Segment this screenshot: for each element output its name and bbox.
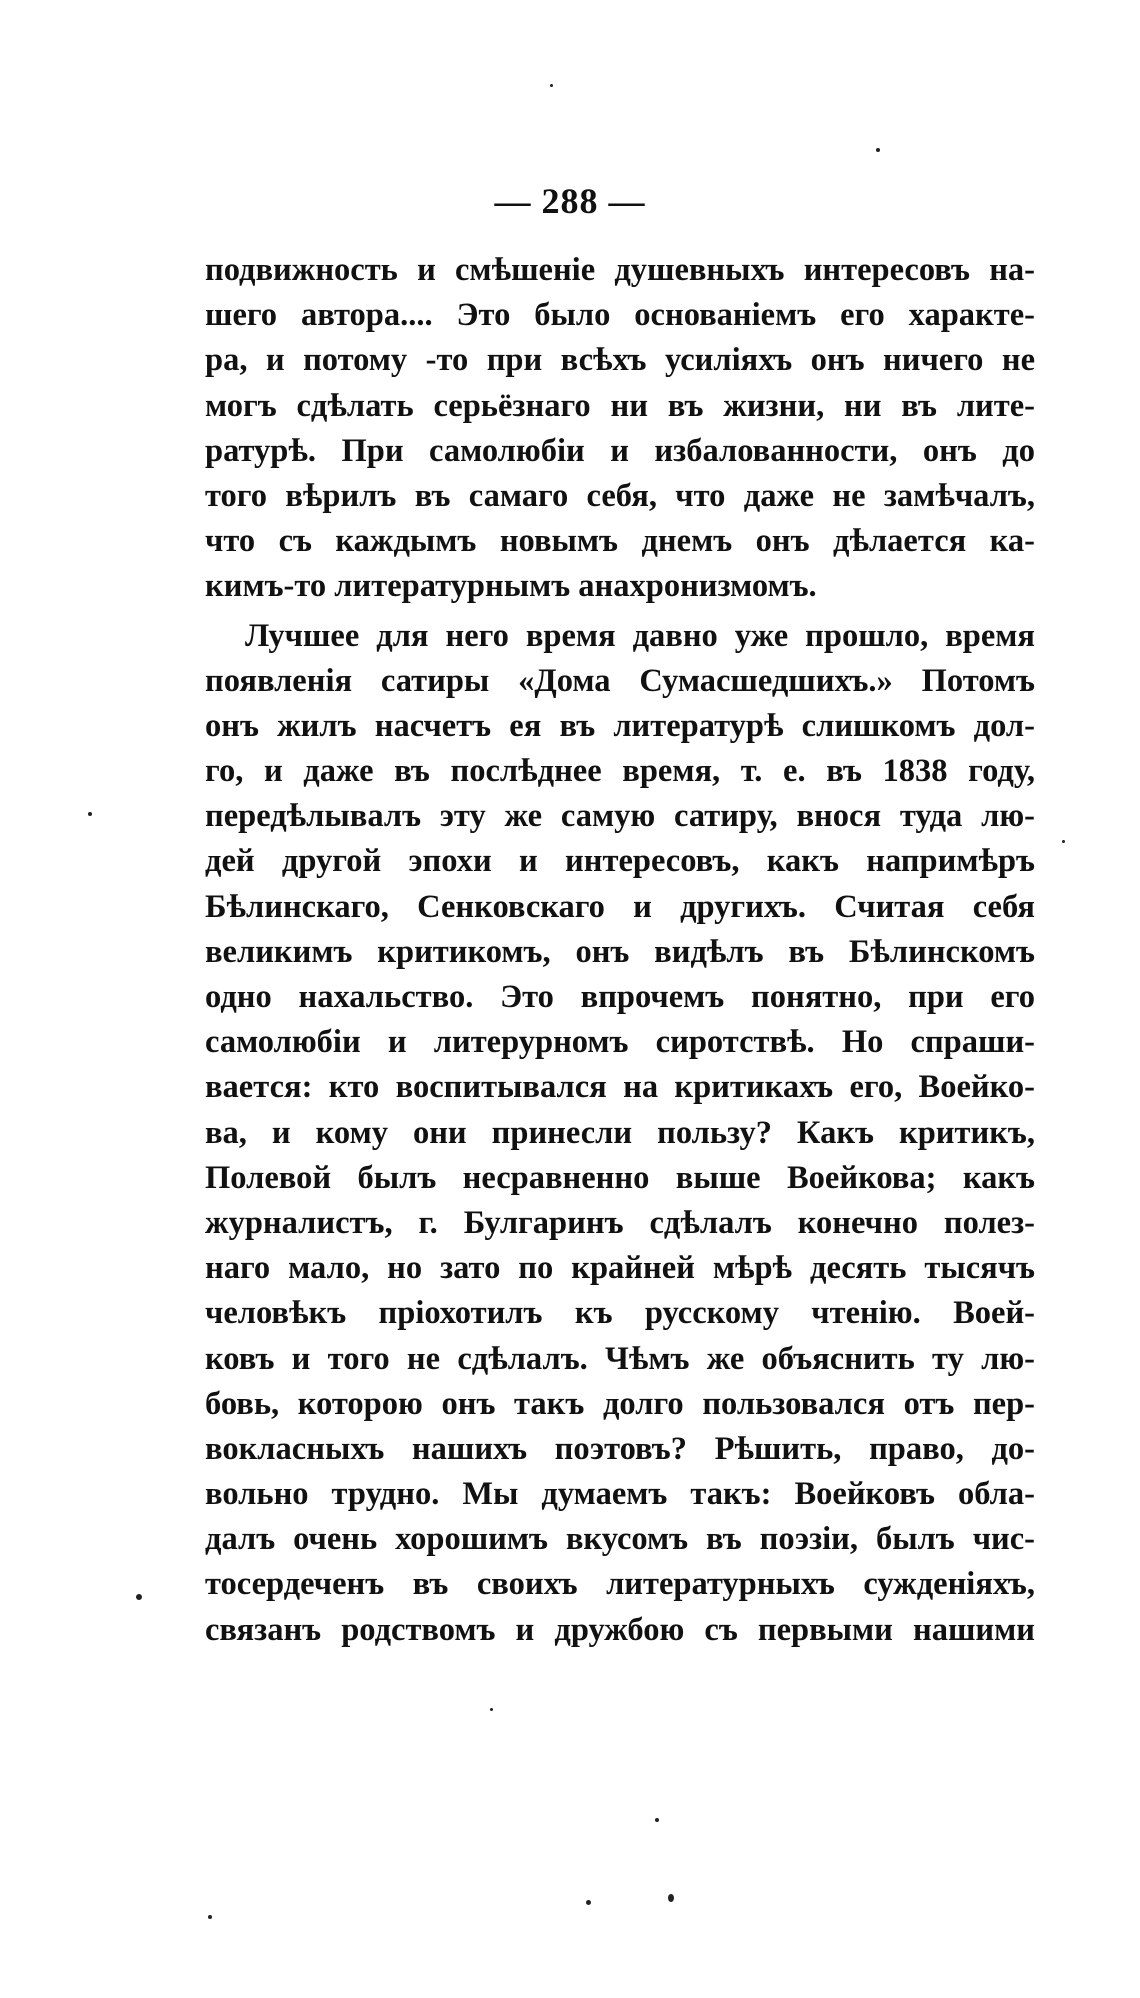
text-line: онъ жилъ насчетъ ея въ литературѣ слишкомъ дол-: [205, 707, 1035, 744]
text-line: бовь, которою онъ такъ долго пользовался отъ пер-: [205, 1385, 1035, 1422]
text-line: Лучшее для него время давно уже прошло, время: [245, 617, 1035, 654]
text-line: связанъ родствомъ и дружбою съ первыми нашими: [205, 1611, 1035, 1648]
text-line: дей другой эпохи и интересовъ, какъ напримѣръ: [205, 843, 1035, 880]
text-line: того вѣрилъ въ самаго себя, что даже не замѣчалъ,: [205, 477, 1035, 514]
text-line: появленія сатиры «Дома Сумасшедшихъ.» Потомъ: [205, 662, 1035, 699]
text-line: Полевой былъ несравненно выше Воейкова; какъ: [205, 1159, 1035, 1196]
paragraph-1: [205, 248, 1035, 610]
paragraph-2: [205, 614, 1035, 1653]
text-line: ва, и кому они принесли пользу? Какъ критикъ,: [205, 1114, 1035, 1151]
text-line: Бѣлинскаго, Сенковскаго и другихъ. Считая себя: [205, 888, 1035, 925]
text-line: ковъ и того не сдѣлалъ. Чѣмъ же объяснить ту лю-: [205, 1340, 1035, 1377]
scan-speck: [586, 1900, 591, 1905]
text-line: самолюбіи и литерурномъ сиротствѣ. Но спраши-: [205, 1024, 1035, 1061]
text-line: что съ каждымъ новымъ днемъ онъ дѣлается ка-: [205, 523, 1035, 560]
scan-speck: [490, 1708, 493, 1711]
text-line: вается: кто воспитывался на критикахъ его, Воейко-: [205, 1069, 1035, 1106]
body-text: [205, 248, 1035, 1653]
scan-speck: [1062, 840, 1065, 843]
text-line: го, и даже въ послѣднее время, т. е. въ 1838 году,: [205, 753, 1035, 790]
scan-speck: [550, 84, 553, 87]
text-line: человѣкъ пріохотилъ къ русскому чтенію. Воей-: [205, 1295, 1035, 1332]
text-line: могъ сдѣлать серьёзнаго ни въ жизни, ни въ лите-: [205, 387, 1035, 424]
text-line: наго мало, но зато по крайней мѣрѣ десять тысячъ: [205, 1250, 1035, 1287]
text-line: вольно трудно. Мы думаемъ такъ: Воейковъ обла-: [205, 1476, 1035, 1513]
text-line: великимъ критикомъ, онъ видѣлъ въ Бѣлинскомъ: [205, 933, 1035, 970]
text-line: кимъ-то литературнымъ анахронизмомъ.: [205, 568, 817, 605]
text-line: подвижность и смѣшеніе душевныхъ интересовъ на-: [205, 252, 1035, 288]
text-line: ра, и потому -то при всѣхъ усиліяхъ онъ ничего не: [205, 342, 1035, 379]
text-line: тосердеченъ въ своихъ литературныхъ сужденіяхъ,: [205, 1566, 1035, 1603]
text-line: далъ очень хорошимъ вкусомъ въ поэзіи, былъ чис-: [205, 1521, 1035, 1558]
scan-speck: [668, 1894, 674, 1902]
scan-speck: [208, 1915, 212, 1919]
scan-speck: [88, 812, 92, 816]
text-line: шего автора.... Это было основаніемъ его характе-: [205, 297, 1035, 334]
page-number: — 288 —: [494, 181, 646, 221]
text-line: ратурѣ. При самолюбіи и избалованности, онъ до: [205, 432, 1035, 469]
scan-speck: [136, 1594, 142, 1600]
text-line: журналистъ, г. Булгаринъ сдѣлалъ конечно полез-: [205, 1204, 1035, 1241]
scan-speck: [655, 1818, 659, 1822]
text-line: передѣлывалъ эту же самую сатиру, внося туда лю-: [205, 798, 1035, 835]
text-line: вокласныхъ нашихъ поэтовъ? Рѣшить, право, до-: [205, 1430, 1035, 1467]
scan-speck: [876, 148, 880, 152]
text-line: одно нахальство. Это впрочемъ понятно, при его: [205, 979, 1035, 1015]
